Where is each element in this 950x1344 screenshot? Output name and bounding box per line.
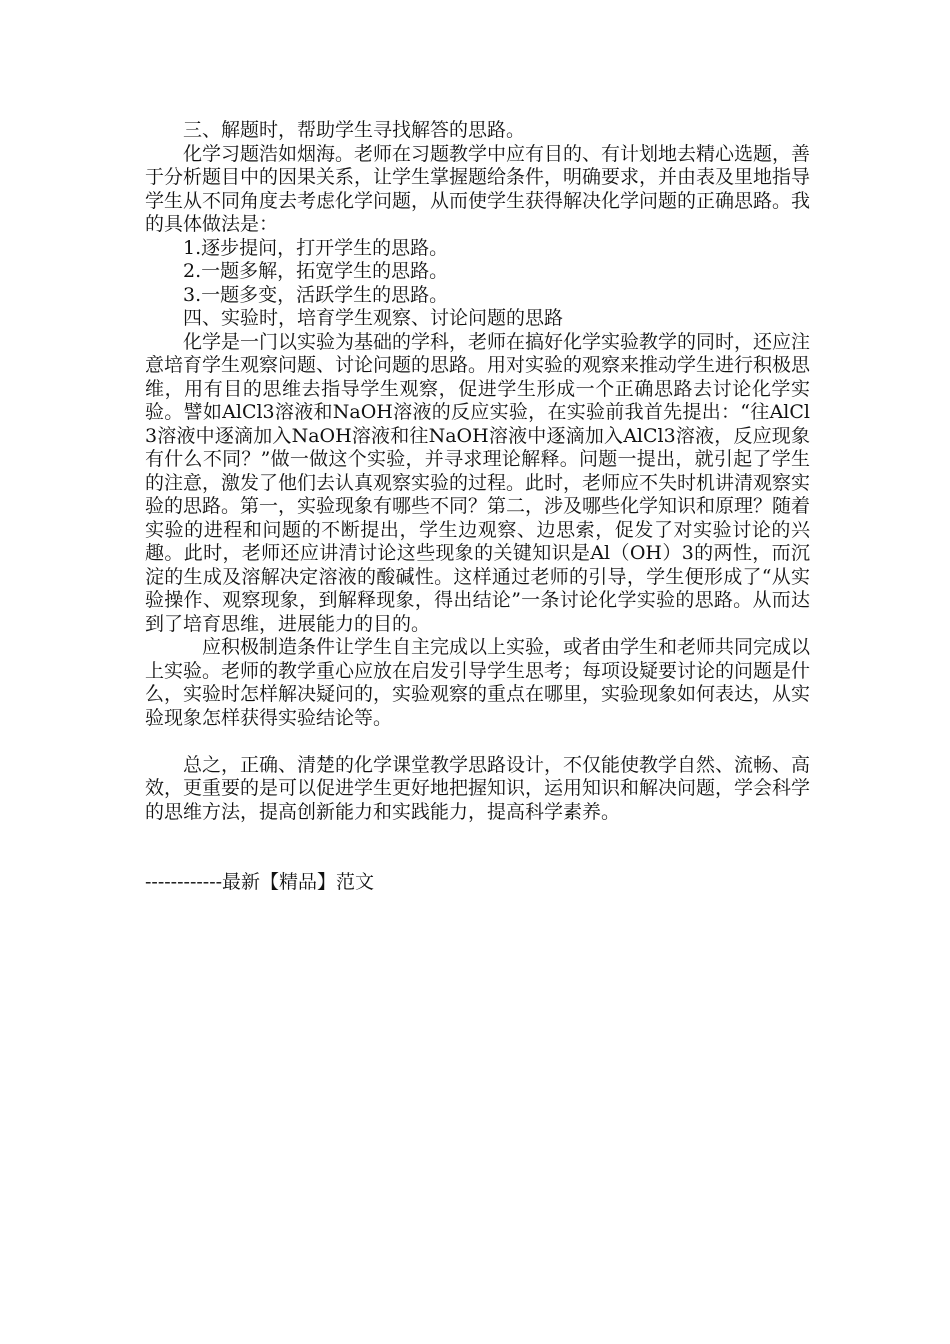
heading-section-four: 四、实验时，培育学生观察、讨论问题的思路 — [183, 307, 564, 329]
heading-section-three: 三、解题时，帮助学生寻找解答的思路。 — [183, 119, 526, 141]
paragraph-conclusion: 总之，正确、清楚的化学课堂教学思路设计，不仅能使教学自然、流畅、高效，更重要的是可以促进学生更好地把握知识，运用知识和解决问题，学会科学的思维方法，提高创新能力和实践能力，提高科学素养。 — [145, 753, 811, 823]
paragraph-experiment-teaching: 化学是一门以实验为基础的学科，老师在搞好化学实验教学的同时，还应注意培育学生观察问题、讨论问题的思路。用对实验的观察来推动学生进行积极思维，用有目的思维去指导学生观察，促进学生形成一个正确思路去讨论化学实验。譬如AlCl3溶液和NaOH溶液的反应实验，在实验前我首先提出：“往AlCl3溶液中逐滴加入NaOH溶液和往NaOH溶液中逐滴加入AlCl3溶液，反应现象有什么不同？”做一做这个实验，并寻求理论解释。问题一提出，就引起了学生的注意，激发了他们去认真观察实验的过程。此时，老师应不失时机讲清观察实验的思路。第一，实验现象有哪些不同？第二，涉及哪些化学知识和原理？随着实验的进程和问题的不断提出，学生边观察、边思索，促发了对实验讨论的兴趣。此时，老师还应讲清讨论这些现象的关键知识是Al（OH）3的两性，而沉淀的生成及溶解决定溶液的酸碱性。这样通过老师的引导，学生便形成了“从实验操作、观察现象，到解释现象，得出结论”一条讨论化学实验的思路。从而达到了培育思维，进展能力的目的。 — [145, 330, 811, 635]
list-item-multiple-solutions: 2.一题多解，拓宽学生的思路。 — [183, 260, 449, 282]
footer-label: ------------最新【精品】范文 — [145, 871, 375, 893]
paragraph-student-experiments: 应积极制造条件让学生自主完成以上实验，或者由学生和老师共同完成以上实验。老师的教学重心应放在启发引导学生思考；每项设疑要讨论的问题是什么，实验时怎样解决疑问的，实验观察的重点在哪里，实验现象如何表达，从实验现象怎样获得实验结论等。 — [145, 636, 811, 729]
list-item-multiple-variations: 3.一题多变，活跃学生的思路。 — [183, 283, 449, 306]
footer-spacer — [145, 824, 810, 871]
list-item-step-questioning: 1.逐步提问，打开学生的思路。 — [183, 236, 449, 259]
document-page — [145, 119, 810, 895]
paragraph-spacer — [145, 730, 810, 754]
paragraph-exercise-teaching: 化学习题浩如烟海。老师在习题教学中应有目的、有计划地去精心选题，善于分析题目中的因果关系，让学生掌握题给条件，明确要求，并由表及里地指导学生从不同角度去考虑化学问题，从而使学生获得解决化学问题的正确思路。我的具体做法是： — [145, 142, 811, 235]
